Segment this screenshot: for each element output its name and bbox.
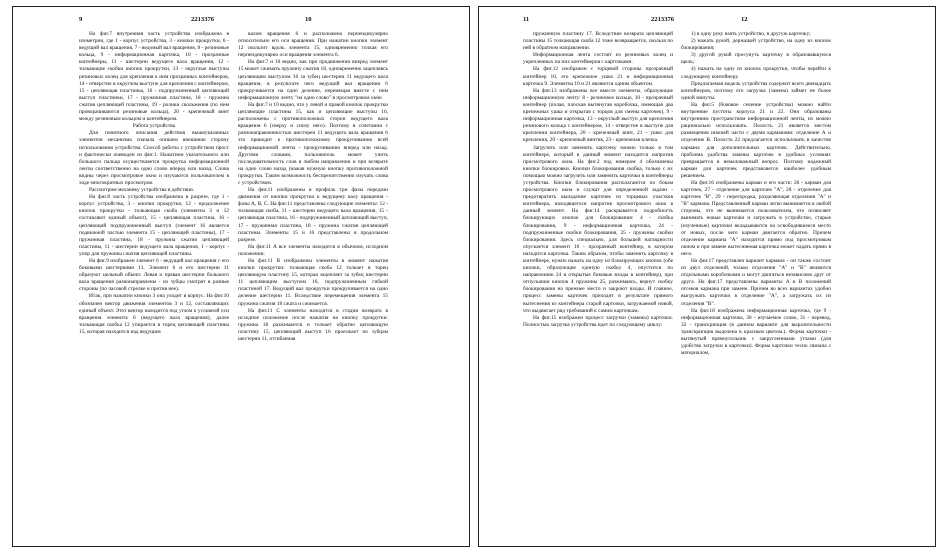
page-number-left: 11 [523,16,530,23]
page-number-right: 10 [305,16,312,23]
paragraph: На фиг.16 изображены карман и его части: 26 - карман для карточек, 27 - отделение для карточек "A", 28 - отделение для карточек "B", 29 - перегородка, разделяющая отделения "A" и "B" кармана. Представленный карман легко вынимается в любой стороны, что не вынимается пользователем, что позволяет вынимать новые карточки и загружать в устройство, старые (изученные) карточки вкладываются на освободившееся место от новых, после чего карман двигается обратно. Причем отделение кармана "A" находится прямо под просмотровым окном и при замене вытесняемая карточка может падать прямо в него. [681,179,831,257]
paragraph: валом вращения 6 и расположена перпендикулярно относительно его оси вращения. При нажатии кнопки элемент 12 скользит вдоль элемента 15, одновременно толкая его перпендикулярно оси вращения элемента 6. [238,31,388,59]
text-column-2 [681,31,831,357]
paragraph: На фиг.13 изображены все вместе элементы, образующие информационную ленту: 8 - резиновое кольцо, 10 - прозрачный контейнер (полая, плоская вытянутая коробочка, имеющая два крепежных ушка и открытая с торцов для смены карточек), 9 - информационная карточка, 13 - округлый выступ для крепления резинового кольца с контейнером, 14 - отверстие в выступе для крепления контейнера, 20 - крепежный винт, 21 - ушко для крепления, 20 - крепежный винтик, 23 - крепежная клепка. [523,87,673,144]
paragraph: На фиг.11 B изображены элементы в момент нажатия кнопки прокрутки: толкающая скоба 12 толкает в торец цепляющую пластину 15, которая зацепляет за зубец шестерни 11 цепляющим выступом 16, подпружиненным гибкой пластиной 17. Ведущий вал прокрутки прокручивается на одно деление шестерни 11. Вследствие перемещения элемента 15 пружина сжатия 18 сжата и сжимается. [238,258,388,307]
paragraph: 2) нажать рукой, держащей устройство, на одну из кнопок блокирования; [681,38,831,52]
text-column-1 [79,31,229,336]
paragraph: Итак, при нажатии кнопки 3 она уходит в корпус. На фиг.10 обозначен вектор движения элементов 3 и 12, составляющих единый объект. Этот вектор находится под углом к условной оси вращения элемента 6 (ведущего вала вращения), далее толкающая скобка 12 упирается в торец цепляющей пластины 15, которая находится над ведущим [79,293,229,335]
paragraph: На фиг.11 C элементы находятся в стадии возврата в исходное положение после нажатия на кнопку прокрутки: пружина 18 разжимается и толкает обратно цепляющую пластину 15, цепляющий выступ 16 проезжает по зубцам шестерни 11, отгибаемая [238,307,388,343]
paragraph: На фиг.7 внутренняя часть устройства изображена в изометрии, где 1 - корпус устройства, 3 - кнопки прокрутки, 6 - ведущий вал вращения, 7 - ведомый вал вращения, 8 - резиновые кольца, 9 - информационная карточка, 10 - прозрачные контейнеры, 11 - шестерни ведущего вала вращения, 12 - толкающие скобки кнопок прокрутки, 13 - округлые выступы резиновых колец для крепления к ним прозрачных контейнеров, 14 - отверстие в округлом выступе для крепления с контейнером, 15 - цепляющая пластинка, 16 - подпружиненный цепляющий выступ пластинки, 17 - пружинная пластина, 18 - пружина сжатия цепляющей пластины, 19 - ролики скольжения (по ним проворачиваются резиновые кольца), 20 - крепежный винт между резиновым кольцом и контейнером. [79,31,229,123]
text-column-2 [238,31,388,343]
paragraph: 3) другой рукой просунуть карточку в образовавшуюся щель; [681,52,831,66]
paragraph: На фиг.17 представлен вариант кармана - он также состоит из двух отделений, только отделения "A" и "B" являются отдельными коробочками и могут двигаться независимо друг от друга. На фиг.17 представлены варианты A и B положений отсеков кармана при замене. Причем во всех вариантах удобно выгружать карточки в отделение "A", а загружать их из отделения "B". [681,258,831,307]
text-column-1 [523,31,673,329]
paragraph: Загрузить или заменить карточку можно только в том контейнере, который в данный момент находится напротив просмотрового окна. На фиг.2 под номером 4 обозначены кнопки блокировки. Кнопки блокирования скобка, только с их помощью можно загрузить или заменить карточки в контейнеры устройства. Кнопки блокирования располагаются по бокам просмотрового окна и служат для определенной задачи - предотвратить выпадение карточек из торцевых участков контейнера, находящегося напротив просмотрового окна в данный момент. На фиг.14 раскрывается подробность блокирующих кнопок для блокирования: 4 - скобка блокирования, 9 - информационная карточка, 24 - подпружиненные скобки блокирования, 25 - пружины скобки блокирования. Здесь специально, для большей наглядности опускается элемент 10 - прозрачный контейнер, в котором находится карточка. Таким образом, чтобы заменить карточку в контейнере, нужно нажать на одну из блокирующих кнопок (обе кнопки, образующие единую скобку 4, опустится по направлению 24 в открытые боковые входы в контейнер), при отпускании кнопок 4 пружины 25, разжимаясь, вернут скобку блокирования на прежнее место и закроют входы. И главное, процесс замены карточек приходит в результате прямого вытеснения из контейнера старой карточки, загружаемой новой, что выдвигает ряд требований к самим карточкам. [523,144,673,314]
page-number-right: 12 [741,16,748,23]
right-page [478,6,936,547]
paragraph: Информационная лента состоит из резиновых колец и укрепленных на них контейнеров с карточками. [523,52,673,66]
paragraph: На фиг.15 изображен процесс загрузки (замены) карточки. Полностью загрузка устройства идет по следующему циклу: [523,314,673,328]
patent-number: 2213376 [191,16,215,23]
paragraph: На фиг.7 и 10 видно, что у левой и правой кнопок прокрутки цепляющие пластины 15, как и цепляющие выступы 16, расположены с противоположных сторон ведущего вала вращения 6 (сверху и снизу него). Поэтому в сочетании с разнонаправленностью шестерен 11 ведущего вала вращения 6 это приводит к противоположному прокручиванию всей информационной ленты - прокручиванию вперед или назад. Другими словами, пользователь может учить последовательность слов в любом направлении и при возврате на одно слово назад (нажав нужную кнопку противоположной прокрутки. Таким возможность беспрепятственно изучать слова с устройством. [238,101,388,186]
paragraph: На фиг.9 изображен элемент 6 - ведущий вал вращения с его боковыми шестернями 11. Элемент 6 и его шестерни 11 образуют цельный объект. Левая и правая шестерни большого вала вращения разнонаправлены - их зубцы смотрят в разные стороны (по часовой стрелке и против нее). [79,258,229,293]
paragraph: На фиг.5 (боковое сечение устройства) можно найти внутренние пустоты корпуса 21 и 22. Они образованы внутренним пространством информационной ленты, их можно рационально использовать. Полость 21 является местом размещения нижней части с двумя карманами: отделение А и отделение В. Полость 22 предлагается использовать в качестве кармана для дополнительных карточек. Действительно, проблема удобства замены карточек в удобных условиях превращается в немаловажный вопрос. Поэтому надежный карман для карточек представляется наиболее удобным решением. [681,101,831,179]
paragraph: 4) нажать на одну из кнопок прокрутки, чтобы перейти к следующему контейнеру. [681,66,831,80]
left-page [12,6,470,547]
paragraph: пружинную пластину 17. Вследствие возврата цепляющей пластины 15 толкающая скоба 12 тоже возвращается, скользя по ней в обратном направлении. [523,31,673,52]
paragraph: На фиг.11 A все элементы находятся в обычном, исходном положении. [238,243,388,257]
paragraph: На фиг.8 часть устройства изображена в разрезе, где 1 - корпус устройства, 3 - кнопки прокрутки, 12 - продолжение кнопок прокрутки - толкающая скоба (элементы 3 и 12 составляют единый объект), 15 - цепляющая пластина, 16 - цепляющий подпружиненный выступ (элемент 16 является подвижной частью элемента 15 - цепляющей пластины), 17 - пружинная пластина, 18 - пружина сжатия цепляющей пластины, 11 - шестерни ведущего вала вращения, 1 - корпус - упор для пружины сжатия цепляющей пластины. [79,194,229,257]
section-heading: Работа устройства [132,123,176,130]
paragraph: Для понятного описания действия вышеуказанных элементов механизма сначала опишем внешнюю сторону использования устройства. Способ работы с устройством прост и фактически очевиден из фиг.1. Нажатием указательного или большого пальца осуществляется прокрутка информационной ленты соответственно на одно слово вперед или назад. Слова видны через просмотровое окно и изучаются пользователем в ходе многократных просмотров. [79,130,229,186]
patent-number: 2213376 [651,16,675,23]
paragraph: На фиг.12 изображен с торцевой стороны прозрачный контейнер 10, его крепежное ушко 21 и информационная карточка 9. Элементы 10 и 21 являются одним объектом. [523,66,673,87]
paragraph: На фиг.11 изображены в профиль три фазы передачи движения от кнопки прокрутки к ведущему валу вращения - фазы A, B, C. На фиг.11 представлены следующие элементы: 12 - толкающая скоба, 11 - шестерни ведущего вала вращения, 15 - цепляющая пластина, 16 - подпружиненный цепляющий выступ, 17 - пружинная пластина, 18 - пружина сжатия цепляющей пластины. Элементы 15 и 16 представлены в продольном разрезе. [238,187,388,243]
paragraph: Рассмотрим механику устройства в действии. [89,187,195,194]
page-number-left: 9 [79,16,83,23]
paragraph: На фиг.18 изображена информационная карточка, где 9 - информационная карточка, 30 - изучаемое слово, 31 - перевод, 32 - транскрипция (в данном варианте для выразительности транскрипция выделена в красным цветом.). Форма карточки - вытянутый прямоугольник с закругленными углами (для удобства загрузки в карточки). Форма карточки тесно связана с материалом, [681,307,831,357]
paragraph: На фиг.7 и 10 видно, как при продвижении вперед элемент 15 может сжимать пружину сжатия 18, одновременно зацепляясь цепляющим выступом 16 за зубец шестерни 11 ведущего вала вращения, в результате чего ведущий вал вращения 6 прокручивается на одно деление, перемещая вместе с ним информационную ленту "на одно слово" в просмотровом окне. [238,59,388,101]
paragraph: Предлагаемая модель устройства содержит всего двенадцать контейнеров, поэтому его загрузка (замена) займет не более одной минуты. [681,80,831,101]
paragraph: 1) в одну руку взять устройство, в другую карточку; [691,31,811,37]
